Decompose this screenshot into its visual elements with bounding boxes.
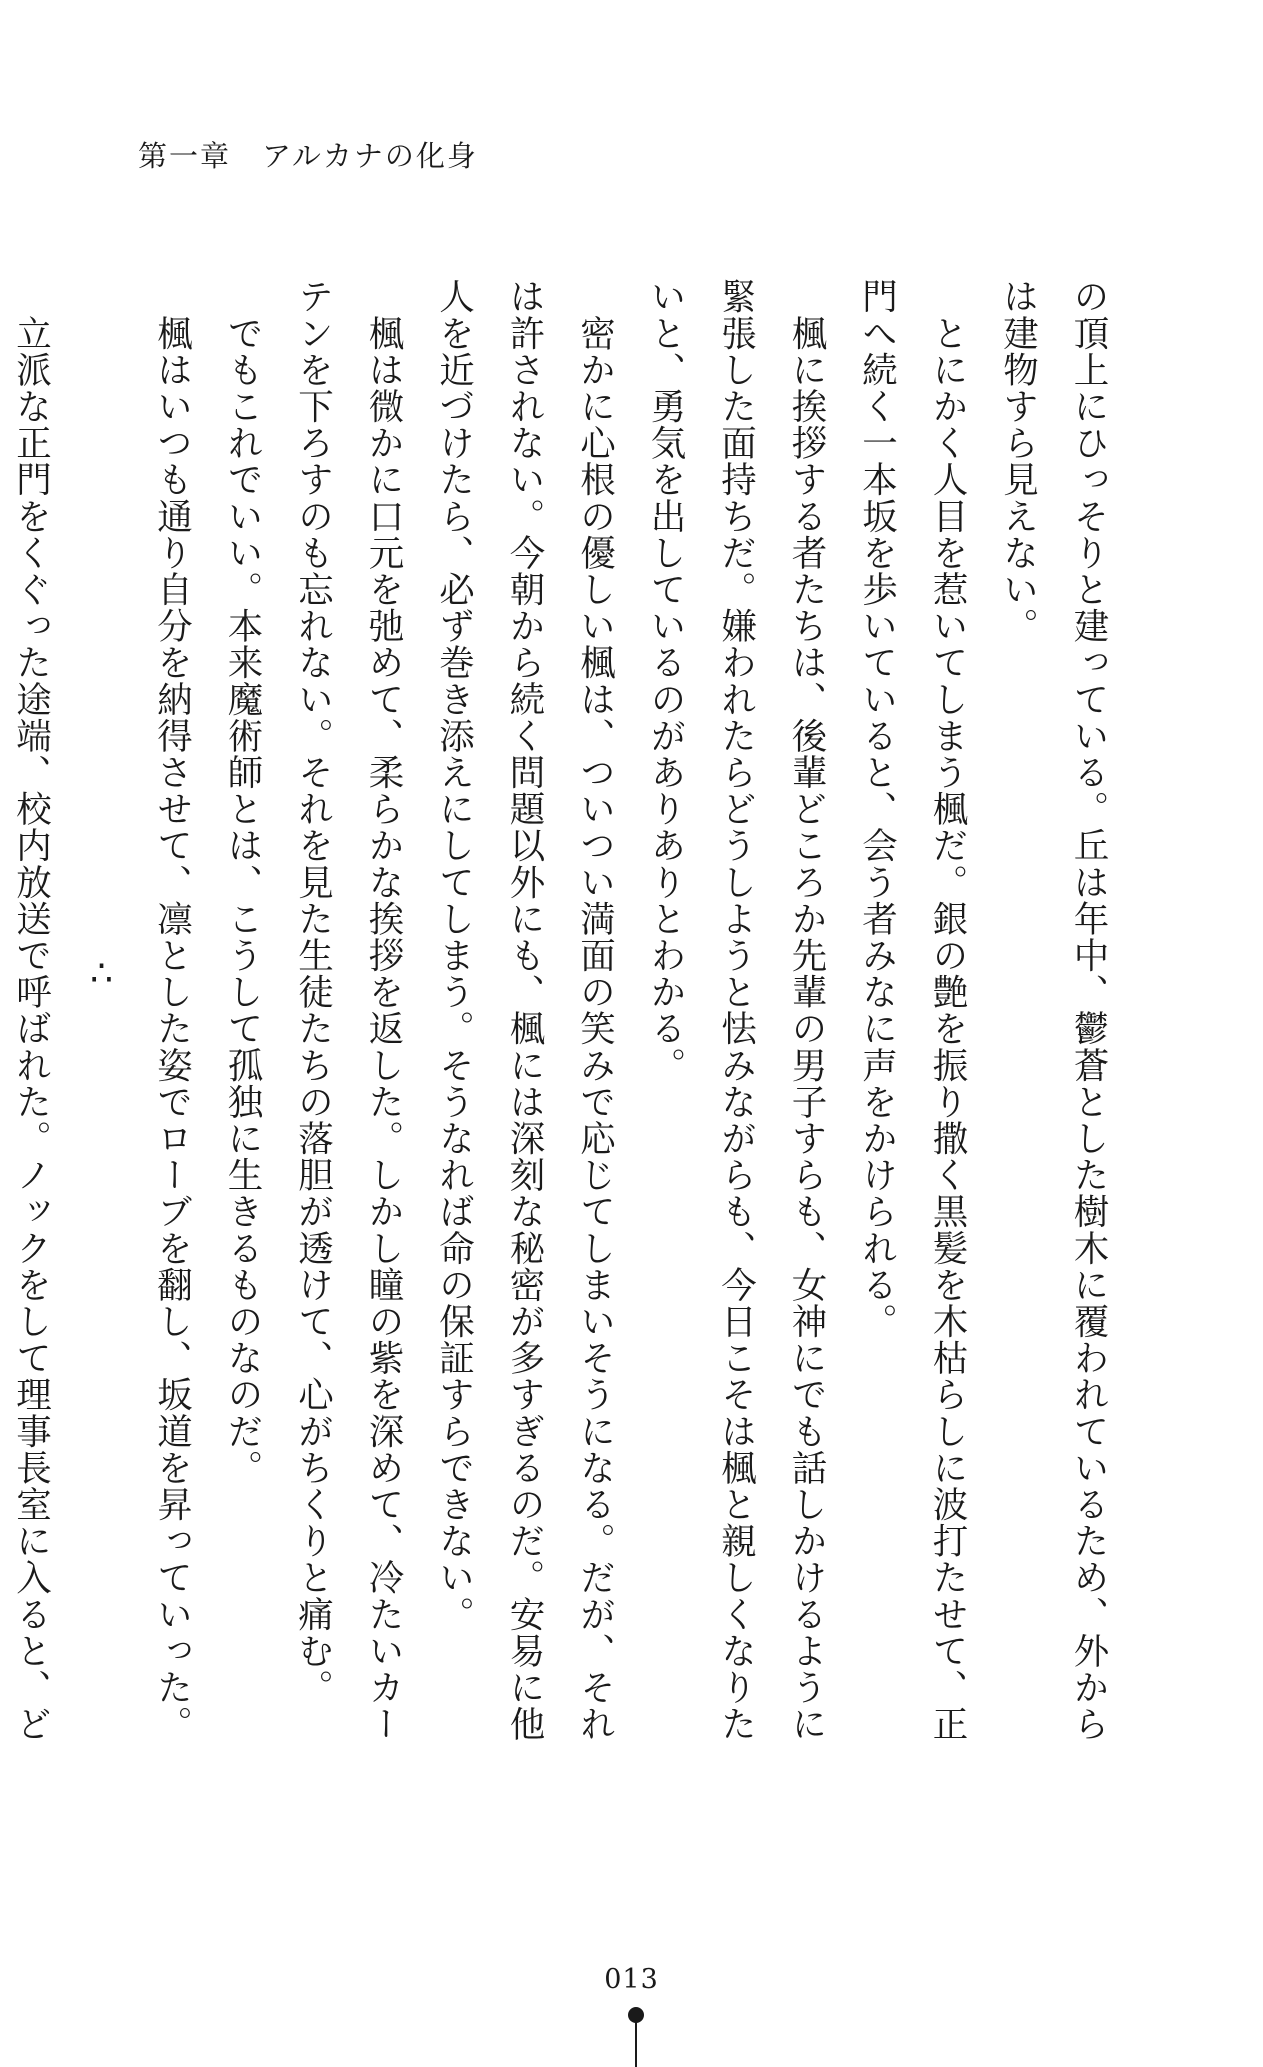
text-line: 門へ続く一本坂を歩いていると、会う者みなに声をかけられる。: [856, 278, 898, 1340]
page-marker-rule: [635, 2022, 637, 2067]
text-line: 楓に挨拶する者たちは、後輩どころか先輩の男子すらも、女神にでも話しかけるように: [786, 278, 827, 1742]
text-line: でもこれでいい。本来魔術師とは、こうして孤独に生きるものなのだ。: [222, 278, 263, 1486]
text-line: テンを下ろすのも忘れない。それを見た生徒たちの落胆が透けて、心がちくりと痛む。: [292, 278, 334, 1706]
scene-break-mark: ∴: [81, 952, 122, 994]
text-line: は建物すら見えない。: [997, 278, 1039, 644]
body-text: [10, 278, 1123, 1742]
text-line: 密かに心根の優しい楓は、ついつい満面の笑みで応じてしまいそうになる。だが、それ: [574, 278, 616, 1742]
chapter-header: 第一章 アルカナの化身: [138, 139, 478, 173]
text-line: とにかく人目を惹いてしまう楓だ。銀の艶を振り撒く黒髪を木枯らしに波打たせて、正: [927, 278, 968, 1742]
text-line: は許されない。今朝から続く問題以外にも、楓には深刻な秘密が多すぎるのだ。安易に他: [504, 278, 545, 1742]
page-number: 013: [604, 1964, 659, 1995]
text-line: 緊張した面持ちだ。嫌われたらどうしようと怯みながらも、今日こそは楓と親しくなりた: [715, 278, 757, 1742]
text-line: の頂上にひっそりと建っている。丘は年中、鬱蒼とした樹木に覆われているため、外から: [1068, 278, 1109, 1742]
page-marker-dot: [628, 2007, 644, 2023]
text-line: 楓はいつも通り自分を納得させて、凛とした姿でローブを翻し、坂道を昇っていった。: [151, 278, 193, 1742]
text-line: 楓は微かに口元を弛めて、柔らかな挨拶を返した。しかし瞳の紫を深めて、冷たいカー: [363, 278, 404, 1742]
text-line: いと、勇気を出しているのがありありとわかる。: [645, 278, 686, 1084]
text-line: 人を近づけたら、必ず巻き添えにしてしまう。そうなれば命の保証すらできない。: [433, 278, 475, 1633]
text-line: 立派な正門をくぐった途端、校内放送で呼ばれた。ノックをして理事長室に入ると、ど: [10, 278, 52, 1742]
